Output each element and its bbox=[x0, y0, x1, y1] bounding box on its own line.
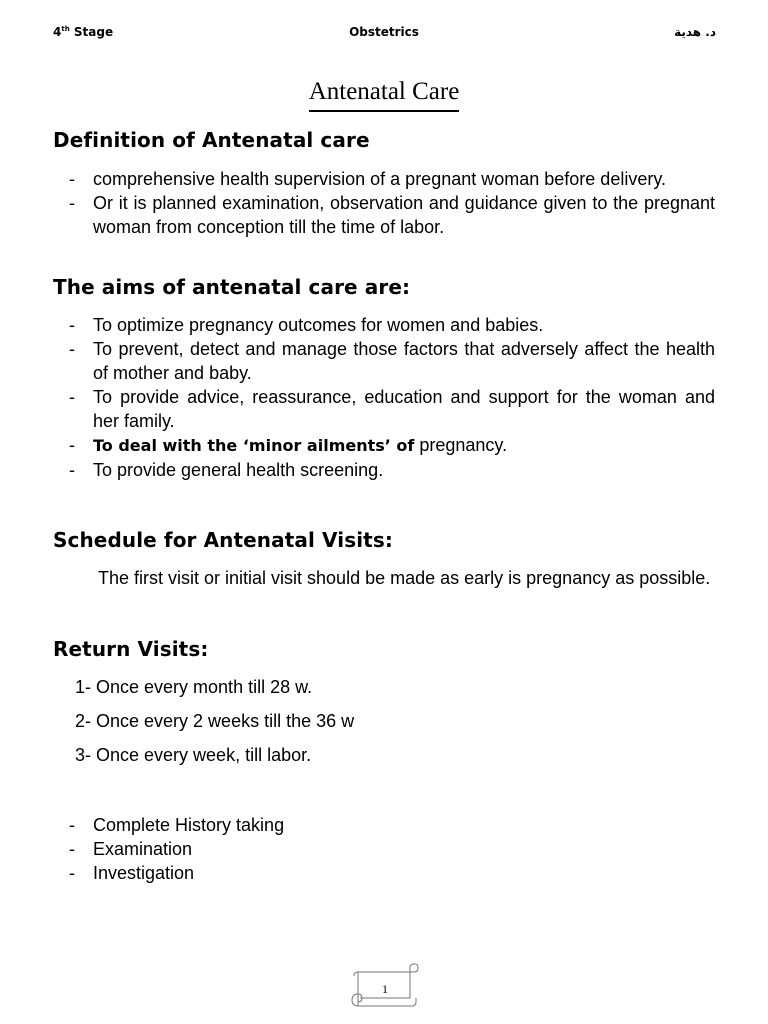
header-author: د. هدية bbox=[674, 25, 716, 39]
list-item: 1- Once every month till 28 w. bbox=[75, 677, 313, 697]
list-item: 2- Once every 2 weeks till the 36 w bbox=[75, 711, 355, 731]
page-number-scroll bbox=[348, 960, 422, 1016]
definition-list bbox=[53, 167, 715, 239]
list-item: - To prevent, detect and manage those factors that adversely affect the health of mother and baby. bbox=[53, 337, 715, 385]
list-item: - Or it is planned examination, observation and guidance given to the pregnant woman from conception till the time of labor. bbox=[53, 191, 715, 239]
definition-heading: Definition of Antenatal care bbox=[53, 128, 370, 152]
list-item: 3- Once every week, till labor. bbox=[75, 745, 312, 765]
content bbox=[53, 128, 715, 885]
list-item: - To provide advice, reassurance, education and support for the woman and her family. bbox=[53, 385, 715, 433]
return-visits-heading: Return Visits: bbox=[53, 637, 209, 661]
list-item: - To optimize pregnancy outcomes for women and babies. bbox=[53, 313, 715, 337]
page-title: Antenatal Care bbox=[309, 78, 460, 112]
header-subject: Obstetrics bbox=[349, 25, 419, 39]
title-wrap bbox=[0, 78, 768, 112]
list-item: - To deal with the ‘minor ailments’ of pregnancy. bbox=[53, 433, 715, 458]
list-item: - Investigation bbox=[53, 861, 715, 885]
list-item: - Examination bbox=[53, 837, 715, 861]
schedule-paragraph: The first visit or initial visit should be made as early is pregnancy as possible. bbox=[98, 568, 711, 588]
bold-phrase: To deal with the ‘minor ailments’ of bbox=[93, 436, 415, 455]
first-visit-list bbox=[53, 813, 715, 885]
list-item: - To provide general health screening. bbox=[53, 458, 715, 482]
return-visits-list bbox=[53, 675, 715, 767]
list-item: - comprehensive health supervision of a pregnant woman before delivery. bbox=[53, 167, 715, 191]
list-item: - Complete History taking bbox=[53, 813, 715, 837]
aims-heading: The aims of antenatal care are: bbox=[53, 275, 411, 299]
page-number: 1 bbox=[382, 982, 388, 996]
schedule-heading: Schedule for Antenatal Visits: bbox=[53, 528, 393, 552]
aims-list bbox=[53, 313, 715, 482]
header-stage: 4th Stage bbox=[53, 25, 114, 39]
